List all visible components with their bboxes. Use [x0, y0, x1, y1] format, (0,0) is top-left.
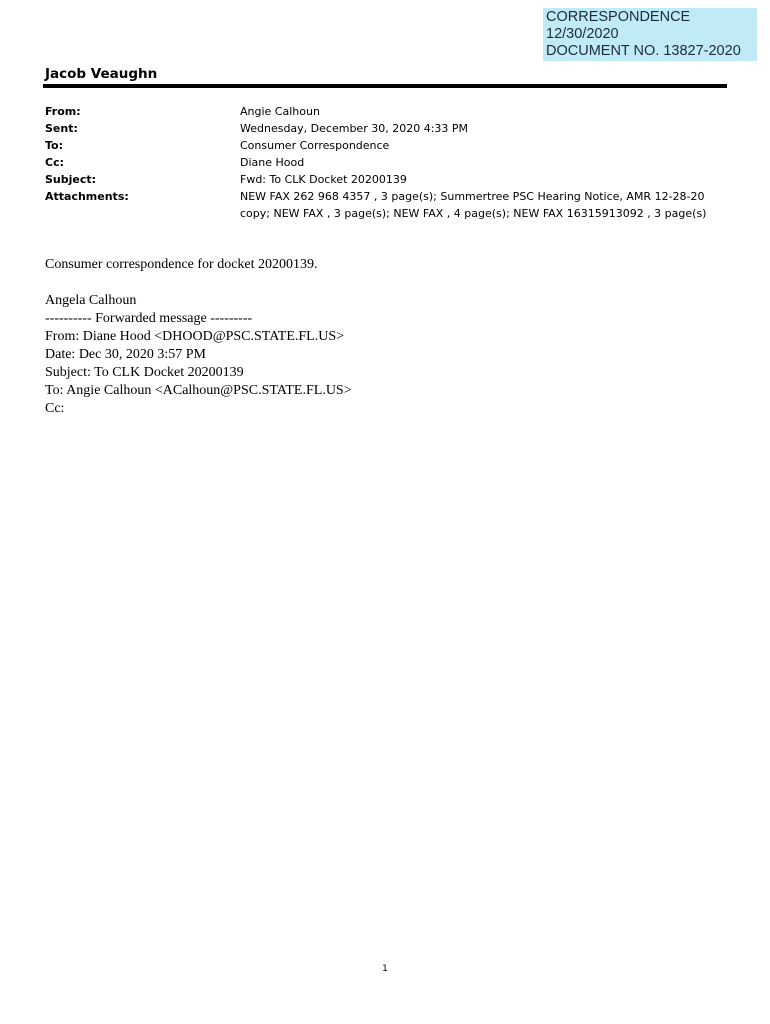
email-header	[45, 103, 735, 222]
stamp-document-number: DOCUMENT NO. 13827-2020	[546, 43, 741, 59]
forward-cc: Cc:	[45, 401, 65, 416]
cc-label: Cc:	[45, 156, 64, 169]
sent-value: Wednesday, December 30, 2020 4:33 PM	[240, 122, 469, 135]
cc-value: Diane Hood	[240, 156, 305, 169]
email-body	[45, 256, 725, 418]
correspondence-stamp	[543, 8, 757, 61]
forward-from: From: Diane Hood <DHOOD@PSC.STATE.FL.US>	[45, 329, 345, 344]
paragraph-gap	[45, 274, 725, 292]
subject-value: Fwd: To CLK Docket 20200139	[240, 173, 407, 186]
page-number: 1	[382, 964, 388, 974]
mailbox-owner-name: Jacob Veaughn	[45, 66, 158, 82]
body-signature: Angela Calhoun	[45, 293, 137, 308]
sent-label: Sent:	[45, 122, 78, 135]
attachments-value[interactable]: NEW FAX 262 968 4357 , 3 page(s); Summertree PSC Hearing Notice, AMR 12-28-20 copy; NEW FAX , 3 page(s); NEW FAX , 4 page(s); NEW FAX 16315913092 , 3 page(s)	[240, 190, 707, 220]
attachments-label: Attachments:	[45, 190, 129, 203]
from-value: Angie Calhoun	[240, 105, 320, 118]
stamp-date: 12/30/2020	[546, 26, 619, 42]
body-intro: Consumer correspondence for docket 20200139.	[45, 257, 318, 272]
stamp-title: CORRESPONDENCE	[546, 9, 691, 25]
header-row-sent	[45, 120, 735, 137]
to-value: Consumer Correspondence	[240, 139, 390, 152]
forward-to: To: Angie Calhoun <ACalhoun@PSC.STATE.FL.US>	[45, 383, 352, 398]
forward-marker: ---------- Forwarded message ---------	[45, 311, 253, 326]
header-row-to	[45, 137, 735, 154]
header-row-from	[45, 103, 735, 120]
header-row-attachments	[45, 188, 735, 222]
forward-subject: Subject: To CLK Docket 20200139	[45, 365, 244, 380]
to-label: To:	[45, 139, 63, 152]
forward-date: Date: Dec 30, 2020 3:57 PM	[45, 347, 206, 362]
header-row-subject	[45, 171, 735, 188]
header-divider	[43, 84, 727, 88]
header-row-cc	[45, 154, 735, 171]
from-label: From:	[45, 105, 81, 118]
subject-label: Subject:	[45, 173, 97, 186]
